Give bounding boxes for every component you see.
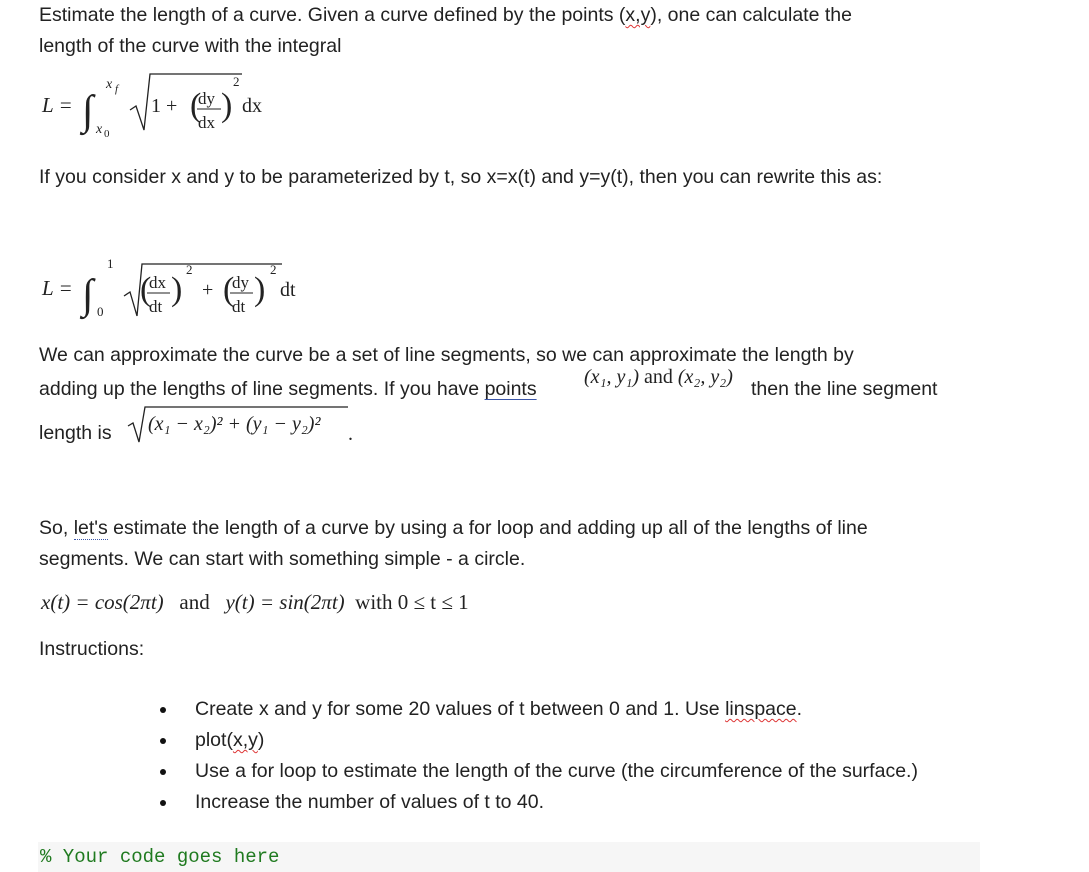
arc-length-integral-xy — [38, 66, 278, 146]
svg-text:0: 0 — [104, 128, 110, 140]
approx-line-3: length is — [39, 422, 112, 444]
bullet-4 — [160, 800, 166, 806]
instruction-item-4: Increase the number of values of t to 40. — [195, 791, 545, 813]
svg-text:dx: dx — [198, 113, 215, 132]
bullet-2 — [160, 738, 166, 744]
circle-paragraph — [39, 513, 1079, 575]
point-pair: (x₁, y₁) and (x₂, y₂) — [584, 366, 733, 388]
bullet-1 — [160, 707, 166, 713]
svg-text:2: 2 — [186, 262, 193, 277]
linspace-word: linspace — [725, 698, 797, 720]
intro-line-1: Estimate the length of a curve. Given a curve defined by the points (x,y), one can calculate the — [39, 4, 852, 26]
svg-text:+: + — [202, 279, 214, 301]
svg-text:(x₁ − x₂)² + (y₁ − y₂)²: (x₁ − x₂)² + (y₁ − y₂)² — [148, 413, 321, 435]
svg-text:1 +: 1 + — [151, 95, 178, 117]
svg-text:2: 2 — [233, 74, 240, 89]
xy-spell: x,y — [625, 4, 651, 26]
svg-text:2: 2 — [270, 262, 277, 277]
circle-equation: x(t) = cos(2πt) and y(t) = sin(2πt) with 0 ≤ t ≤ 1 — [41, 590, 469, 614]
intro-line-2: length of the curve with the integral — [39, 35, 342, 57]
xy-spell-2: x,y — [232, 729, 258, 751]
svg-text:dx: dx — [242, 95, 262, 117]
approx-line-2-b: then the line segment — [751, 378, 938, 400]
lets-word: let's — [73, 517, 108, 539]
svg-text:): ) — [254, 271, 266, 308]
svg-text:(: ( — [190, 87, 202, 124]
svg-text:f: f — [115, 83, 119, 95]
bullet-3 — [160, 769, 166, 775]
instructions-label: Instructions: — [39, 638, 145, 660]
svg-text:dt: dt — [149, 297, 163, 316]
svg-text:dx: dx — [149, 273, 166, 292]
svg-text:x: x — [106, 77, 113, 92]
svg-text:dt: dt — [280, 279, 296, 301]
instruction-item-1: Create x and y for some 20 values of t between 0 and 1. Use linspace. — [195, 698, 803, 720]
svg-text:dy: dy — [198, 89, 215, 108]
svg-text:): ) — [221, 87, 233, 124]
code-cell[interactable]: % Your code goes here — [38, 842, 980, 872]
so-line-1: So, let's estimate the length of a curve by using a for loop and adding up all of the lengths of line — [39, 517, 868, 539]
param-text: If you consider x and y to be parameterized by t, so x=x(t) and y=y(t), then you can rewrite this as: — [39, 166, 883, 188]
svg-text:∫: ∫ — [82, 88, 94, 134]
svg-text:): ) — [171, 271, 183, 308]
svg-text:1: 1 — [107, 256, 114, 271]
points-link[interactable]: points — [484, 378, 537, 400]
svg-text:L =: L = — [42, 276, 73, 300]
so-line-2: segments. We can start with something simple - a circle. — [39, 548, 526, 570]
svg-text:dy: dy — [232, 273, 249, 292]
svg-text:.: . — [348, 423, 353, 444]
svg-text:∫: ∫ — [82, 272, 94, 318]
approx-line-1: We can approximate the curve be a set of line segments, so we can approximate the length by — [39, 344, 854, 366]
approx-line-2-a: adding up the lengths of line segments. If you have points — [39, 378, 537, 400]
svg-text:(: ( — [223, 271, 235, 308]
svg-text:dt: dt — [232, 297, 246, 316]
svg-text:0: 0 — [97, 304, 104, 319]
eq1-lhs: L = — [42, 93, 73, 117]
arc-length-integral-t — [38, 248, 318, 324]
instruction-item-2: plot(x,y) — [195, 729, 265, 751]
svg-text:x: x — [96, 122, 103, 137]
intro-paragraph — [39, 0, 1079, 62]
segment-length-formula — [126, 404, 361, 444]
instruction-item-3: Use a for loop to estimate the length of the curve (the circumference of the surface.) — [195, 760, 918, 782]
svg-text:(: ( — [140, 271, 152, 308]
